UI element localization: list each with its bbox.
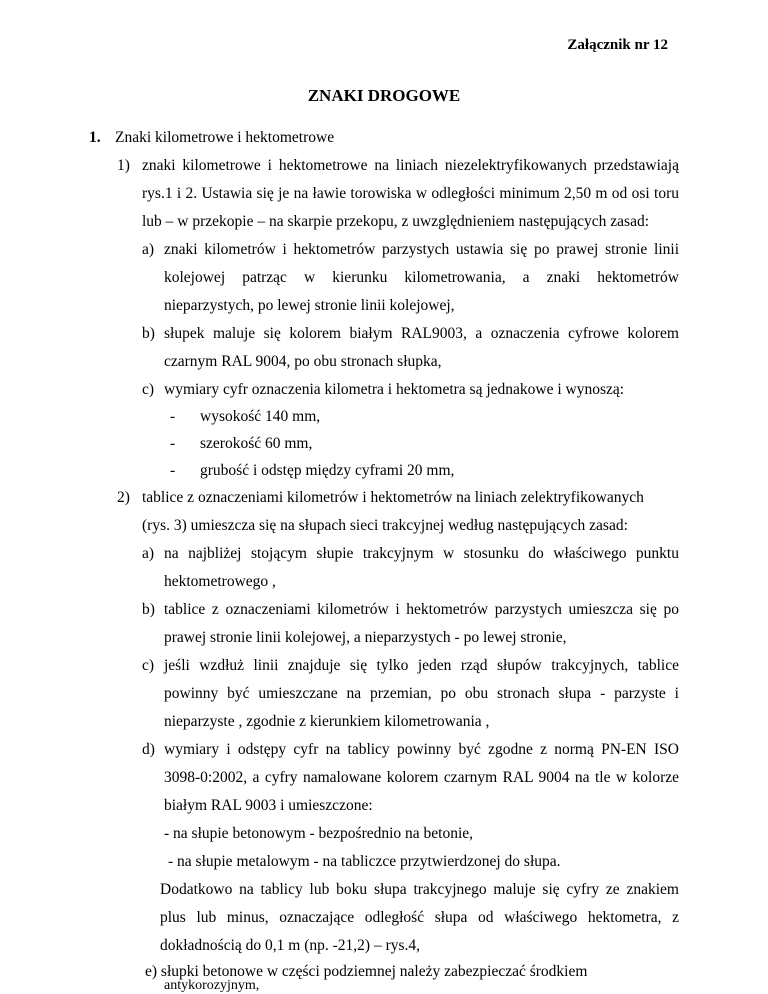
section-heading: Znaki kilometrowe i hektometrowe [115,129,335,146]
dimension-item: szerokość 60 mm, [200,435,313,452]
item-line: białym RAL 9003 i umieszczone: [164,797,373,814]
dimension-item: wysokość 140 mm, [200,408,321,425]
item-label: d) [142,741,155,758]
item-line: 3098-0:2002, a cyfry namalowane kolorem czarnym RAL 9004 na tle w kolorze [164,769,679,786]
item-line: na najbliżej stojącym słupie trakcyjnym w stosunku do właściwego punktu [164,545,679,562]
annex-number: Załącznik nr 12 [567,37,668,53]
item-label: c) [142,657,155,674]
item-line: antykorozyjnym, [164,978,260,993]
item-line: tablice z oznaczeniami kilometrów i hektometrów parzystych umieszcza się po [164,601,679,618]
item-line: prawej stronie linii kolejowej, a nieparzystych - po lewej stronie, [164,629,567,646]
item-label: a) [142,545,155,562]
dash-bullet: - [170,408,176,425]
item-line: nieparzyste , zgodnie z kierunkiem kilometrowania , [164,713,490,730]
dash-bullet: - [170,435,176,452]
section-number: 1. [89,129,101,146]
sub-item: - na słupie betonowym - bezpośrednio na betonie, [164,825,474,842]
item-label: a) [142,241,155,258]
point-number: 2) [117,489,130,506]
item-line: czarnym RAL 9004, po obu stronach słupka, [164,353,442,370]
extra-line: Dodatkowo na tablicy lub boku słupa trakcyjnego maluje się cyfry ze znakiem [160,881,679,898]
item-line: znaki kilometrów i hektometrów parzystych ustawia się po prawej stronie linii [164,241,679,258]
item-line: hektometrowego , [164,573,276,590]
item-line: powinny być umieszczane na przemian, po obu stronach słupa - parzyste i [164,685,679,702]
item-line: nieparzystych, po lewej stronie linii kolejowej, [164,297,455,314]
extra-line: dokładnością do 0,1 m (np. -21,2) – rys.4, [160,937,421,954]
item-line: kolejowej patrząc w kierunku kilometrowania, a znaki hektometrów [164,269,679,286]
item-line: wymiary i odstępy cyfr na tablicy powinny być zgodne z normą PN-EN ISO [164,741,679,758]
paragraph-line: rys.1 i 2. Ustawia się je na ławie torowiska w odległości minimum 2,50 m od osi toru [142,185,679,202]
dimension-item: grubość i odstęp między cyframi 20 mm, [200,462,455,479]
item-label: c) [142,381,155,398]
document-title: ZNAKI DROGOWE [307,86,461,105]
paragraph-line: tablice z oznaczeniami kilometrów i hektometrów na liniach zelektryfikowanych [142,489,644,506]
paragraph-line: (rys. 3) umieszcza się na słupach sieci trakcyjnej według następujących zasad: [142,517,628,534]
item-line: jeśli wzdłuż linii znajduje się tylko jeden rząd słupów trakcyjnych, tablice [164,657,679,674]
dash-bullet: - [170,462,176,479]
item-label: b) [142,601,155,618]
sub-item: - na słupie metalowym - na tabliczce przytwierdzonej do słupa. [168,853,561,870]
item-line: wymiary cyfr oznaczenia kilometra i hektometra są jednakowe i wynoszą: [164,381,625,398]
extra-line: plus lub minus, oznaczające odległość słupa od właściwego hektometra, z [160,909,679,926]
paragraph-line: znaki kilometrowe i hektometrowe na liniach niezelektryfikowanych przedstawiają [142,157,679,174]
point-number: 1) [117,157,130,174]
item-label: b) [142,325,155,342]
paragraph-line: lub – w przekopie – na skarpie przekopu, z uwzględnieniem następujących zasad: [142,213,650,230]
item-line: e) słupki betonowe w części podziemnej należy zabezpieczać środkiem [145,963,588,980]
item-line: słupek maluje się kolorem białym RAL9003, a oznaczenia cyfrowe kolorem [164,325,679,342]
